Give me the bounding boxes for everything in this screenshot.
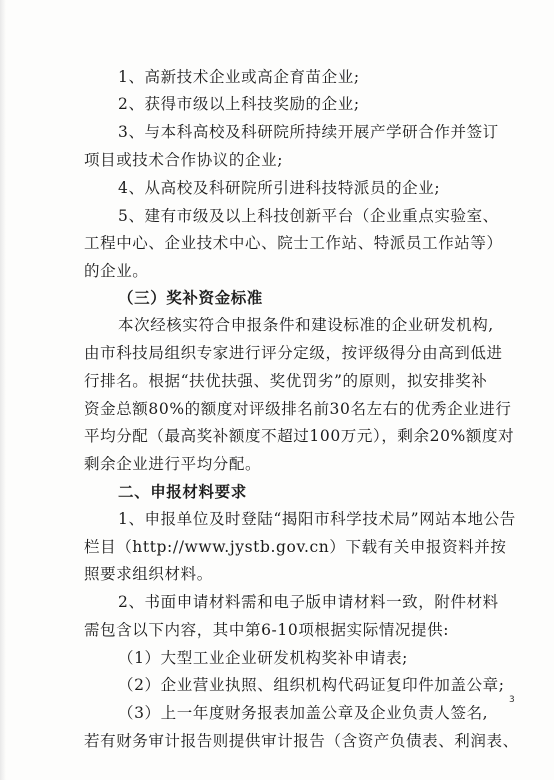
section-heading-application-materials: 二、申报材料要求 xyxy=(118,482,247,501)
paragraph-line: 1、申报单位及时登陆“揭阳市科学技术局”网站本地公告 xyxy=(118,510,516,528)
page-number: 3 xyxy=(509,695,515,705)
materials-item-1: （1）大型工业企业研发机构奖补申请表; xyxy=(118,649,408,667)
paragraph-line: 剩余企业进行平均分配。 xyxy=(84,455,262,473)
criteria-item-3-continued: 项目或技术合作协议的企业; xyxy=(84,151,284,169)
paragraph-line: 资金总额80%的额度对评级排名前30名左右的优秀企业进行 xyxy=(84,400,512,418)
paragraph-line: 由市科技局组织专家进行评分定级，按评级得分由高到低进 xyxy=(84,344,503,362)
criteria-item-5-end: 的企业。 xyxy=(84,262,149,280)
criteria-item-5-continued: 工程中心、企业技术中心、院士工作站、特派员工作站等） xyxy=(84,234,503,252)
paragraph-line: 本次经核实符合申报条件和建设标准的企业研发机构, xyxy=(118,316,494,334)
section-heading-subsidy-standard: （三）奖补资金标准 xyxy=(118,288,263,307)
materials-item-3-continued: 若有财务审计报告则提供审计报告（含资产负债表、利润表、 xyxy=(84,732,519,750)
criteria-item-5: 5、建有市级及以上科技创新平台（企业重点实验室、 xyxy=(118,207,499,225)
criteria-item-1: 1、高新技术企业或高企育苗企业; xyxy=(118,68,360,86)
criteria-item-4: 4、从高校及科研院所引进科技特派员的企业; xyxy=(118,179,441,197)
materials-item-3: （3）上一年度财务报表加盖公章及企业负责人签名, xyxy=(118,704,489,722)
criteria-item-2: 2、获得市级以上科技奖励的企业; xyxy=(118,95,360,113)
materials-item-2: （2）企业营业执照、组织机构代码证复印件加盖公章; xyxy=(118,676,505,694)
paragraph-line: 照要求组织材料。 xyxy=(84,565,213,583)
paragraph-line: 2、书面申请材料需和电子版申请材料一致，附件材料 xyxy=(118,593,499,611)
paragraph-line: 平均分配（最高奖补额度不超过100万元），剩余20%额度对 xyxy=(84,427,515,445)
paragraph-line-website: 栏目（http://www.jystb.gov.cn）下载有关申报资料并按 xyxy=(84,538,507,556)
criteria-item-3: 3、与本科高校及科研院所持续开展产学研合作并签订 xyxy=(118,123,499,141)
paragraph-line: 行排名。根据“扶优扶强、奖优罚劣”的原则，拟安排奖补 xyxy=(84,372,488,390)
paragraph-line: 需包含以下内容，其中第6-10项根据实际情况提供: xyxy=(84,621,450,639)
